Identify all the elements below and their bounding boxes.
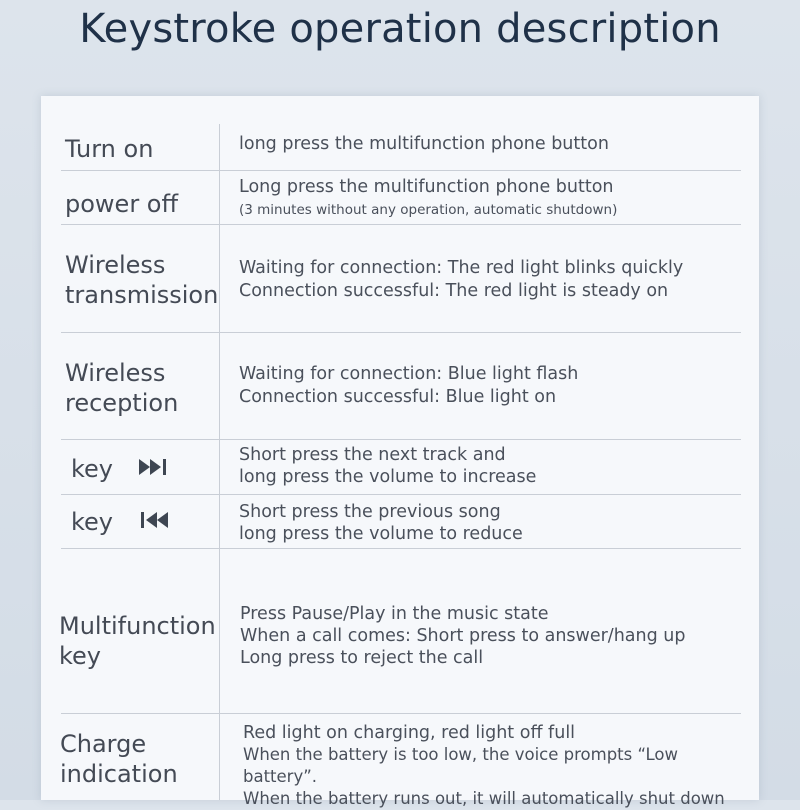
- table-row-charge-indication: [60, 714, 741, 808]
- row-description: Short press the previous song long press the volume to reduce: [239, 502, 523, 544]
- row-description: Long press the multifunction phone button (3 minutes without any operation, automatic shutdown): [239, 177, 618, 218]
- row-label: Charge indication: [60, 730, 178, 788]
- next-track-icon: [139, 453, 169, 483]
- row-label: key: [71, 507, 169, 538]
- row-label: key: [71, 454, 169, 485]
- row-label: Wireless transmission: [65, 251, 219, 309]
- row-description: Press Pause/Play in the music state When a call comes: Short press to answer/hang up Long press to reject the call: [240, 604, 686, 668]
- table-row-multifunction-key: [61, 549, 741, 714]
- row-description: Short press the next track and long press the volume to increase: [239, 445, 537, 487]
- row-label: power off: [65, 190, 179, 218]
- table-row-previous-key: [61, 495, 741, 549]
- table-row-wireless-reception: [61, 333, 741, 440]
- instruction-table: [41, 96, 759, 808]
- previous-track-icon: [139, 506, 169, 536]
- row-description: Red light on charging, red light off full When the battery is too low, the voice prompts “Low battery”. When the battery runs out, it will automatically shut down: [243, 723, 725, 808]
- page-title: Keystroke operation description: [79, 6, 721, 52]
- row-description: Waiting for connection: Blue light flash Connection successful: Blue light on: [239, 364, 579, 407]
- row-label: Wireless reception: [65, 359, 179, 417]
- table-row-power-off: [61, 171, 741, 225]
- row-description: Waiting for connection: The red light blinks quickly Connection successful: The red light is steady on: [239, 258, 684, 301]
- row-label: Turn on: [65, 135, 154, 163]
- table-row-next-key: [61, 440, 741, 495]
- table-row-wireless-transmission: [61, 225, 741, 333]
- table-row-turn-on: [61, 124, 741, 171]
- row-description: long press the multifunction phone button: [239, 134, 609, 154]
- row-label: Multifunction key: [59, 612, 216, 670]
